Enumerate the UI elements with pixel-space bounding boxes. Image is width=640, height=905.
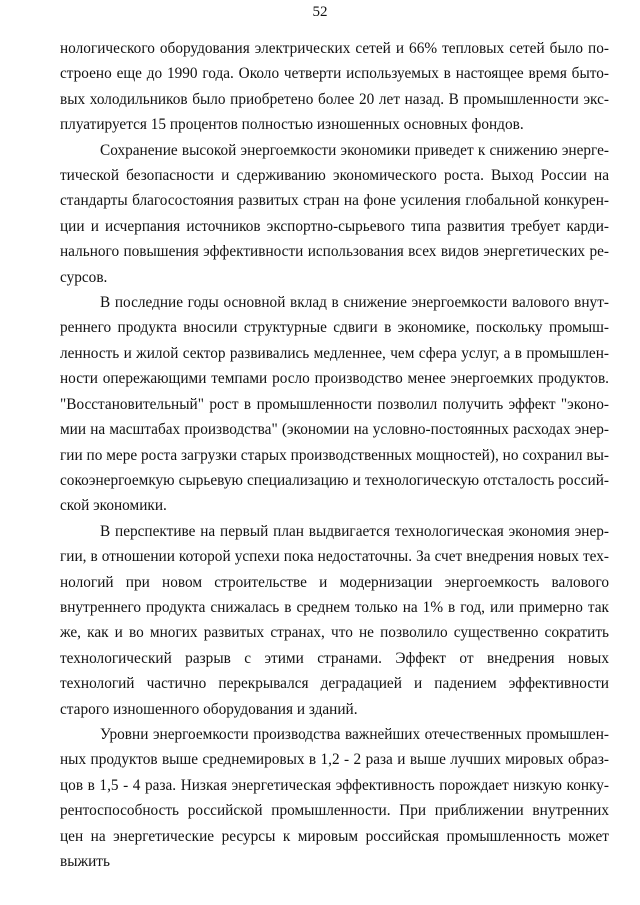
paragraph: В последние годы основной вклад в снижение энергоемкости валового внутреннего продукта вносили структурные сдвиги в экономике, поскольку промышленность и жилой сектор развивались медленнее, чем сфера услуг, а в промышленности опережающими темпами росло производство менее энергоемких продуктов. "Восстановительный" рост в промышленности позволил получить эффект "экономии на масштабах производства" (экономии на условно-постоянных расходах энергии по мере роста загрузки старых производственных мощностей), но сохранил высокоэнергоемкую сырьевую специализацию и технологическую отсталость российской экономики.	[60, 294, 609, 515]
paragraph: Сохранение высокой энергоемкости экономики приведет к снижению энергетической безопасности и сдерживанию экономического роста. Выход России на стандарты благосостояния развитых стран на фоне усиления глобальной конкуренции и исчерпания источников экспортно-сырьевого типа развития требует кардинального повышения эффективности использования всех видов энергетических ресурсов.	[60, 141, 609, 286]
paragraph: Уровни энергоемкости производства важнейших отечественных промышленных продуктов выше среднемировых в 1,2 - 2 раза и выше лучших мировых образцов в 1,5 - 4 раза. Низкая энергетическая эффективность порождает низкую конкурентоспособность российской промышленности. При приближении внутренних цен на энергетические ресурсы к мировым российская промышленность может выжить	[60, 725, 609, 870]
page-number: 52	[312, 4, 328, 20]
body-text	[60, 36, 609, 874]
paragraph: В перспективе на первый план выдвигается технологическая экономия энергии, в отношении которой успехи пока недостаточны. За счет внедрения новых технологий при новом строительстве и модернизации энергоемкость валового внутреннего продукта снижалась в среднем только на 1% в год, или примерно так же, как и во многих развитых странах, что не позволило существенно сократить технологический разрыв с этими странами. Эффект от внедрения новых технологий частично перекрывался деградацией и падением эффективности старого изношенного оборудования и зданий.	[60, 522, 609, 718]
paragraph-continuation: нологического оборудования электрических сетей и 66% тепловых сетей было построено еще до 1990 года. Около четверти используемых в настоящее время бытовых холодильников было приобретено более 20 лет назад. В промышленности эксплуатируется 15 процентов полностью изношенных основных фондов.	[60, 40, 609, 134]
